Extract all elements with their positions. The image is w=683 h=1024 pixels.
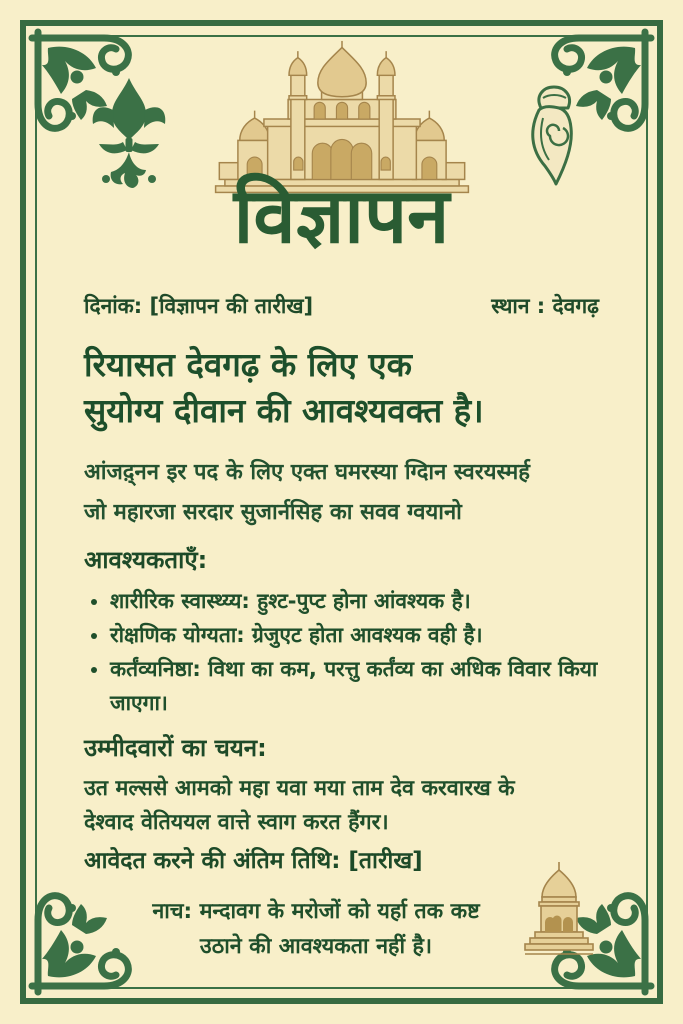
poster-title: विज्ञापन bbox=[233, 171, 450, 260]
note-block bbox=[96, 894, 536, 965]
selection-section bbox=[84, 731, 635, 841]
temple-illustration bbox=[519, 860, 599, 966]
requirement-item: • रोक्षणिक योग्यता: ग्रेजुएट होता आवश्यक वही है। bbox=[110, 618, 627, 652]
deadline-line: आवेदत करने की अंतिम तिथि: [तारीख] bbox=[84, 848, 423, 874]
main-heading-line1: रियासत देवगढ़ के लिए एक bbox=[84, 345, 412, 384]
requirements-heading: आवश्यकताएँ: bbox=[84, 546, 208, 574]
intro-paragraph bbox=[84, 453, 627, 532]
selection-line2: देश्वाद वेतिययल वात्ते स्वाग करत हैंगर। bbox=[84, 810, 389, 836]
main-heading bbox=[84, 342, 623, 434]
note-line1: नाच: मन्दावग के मरोजों को यर्हा तक कष्ट bbox=[152, 899, 480, 924]
intro-line2: जो महारजा सरदार सुजार्नसिह का सवव ग्वयानो bbox=[84, 499, 462, 525]
requirement-item: • कर्तंव्यनिष्ठा: विथा का कम, परत्तु कर्तंव्य का अधिक विवार किया जाएगा। bbox=[110, 652, 627, 720]
main-heading-line2: सुयोग्य दीवान की आवश्यवक्त है। bbox=[84, 391, 484, 431]
requirements-section bbox=[84, 543, 627, 720]
requirement-item: • शारीरिक स्वास्थ्य्य: हुश्ट-पुप्ट होना आंवश्यक है। bbox=[110, 584, 627, 618]
selection-heading: उम्मीदवारों का चयन: bbox=[84, 734, 267, 762]
date-line: दिनांक: [विज्ञापन की तारीख] bbox=[84, 294, 314, 318]
place-line: स्थान : देवगढ़ bbox=[491, 294, 599, 318]
selection-line1: उत मल्ससे आमको महा यवा मया ताम देव करवारख के bbox=[84, 776, 515, 801]
note-line2: उठाने की आवश्यकता नहीं है। bbox=[199, 934, 433, 960]
intro-line1: आंजद़्नन इर पद के लिए एक्त घमरस्या ग्दिान स्वरयस्मर्ह bbox=[84, 460, 530, 485]
meta-row bbox=[84, 292, 599, 320]
requirements-list bbox=[84, 584, 627, 720]
